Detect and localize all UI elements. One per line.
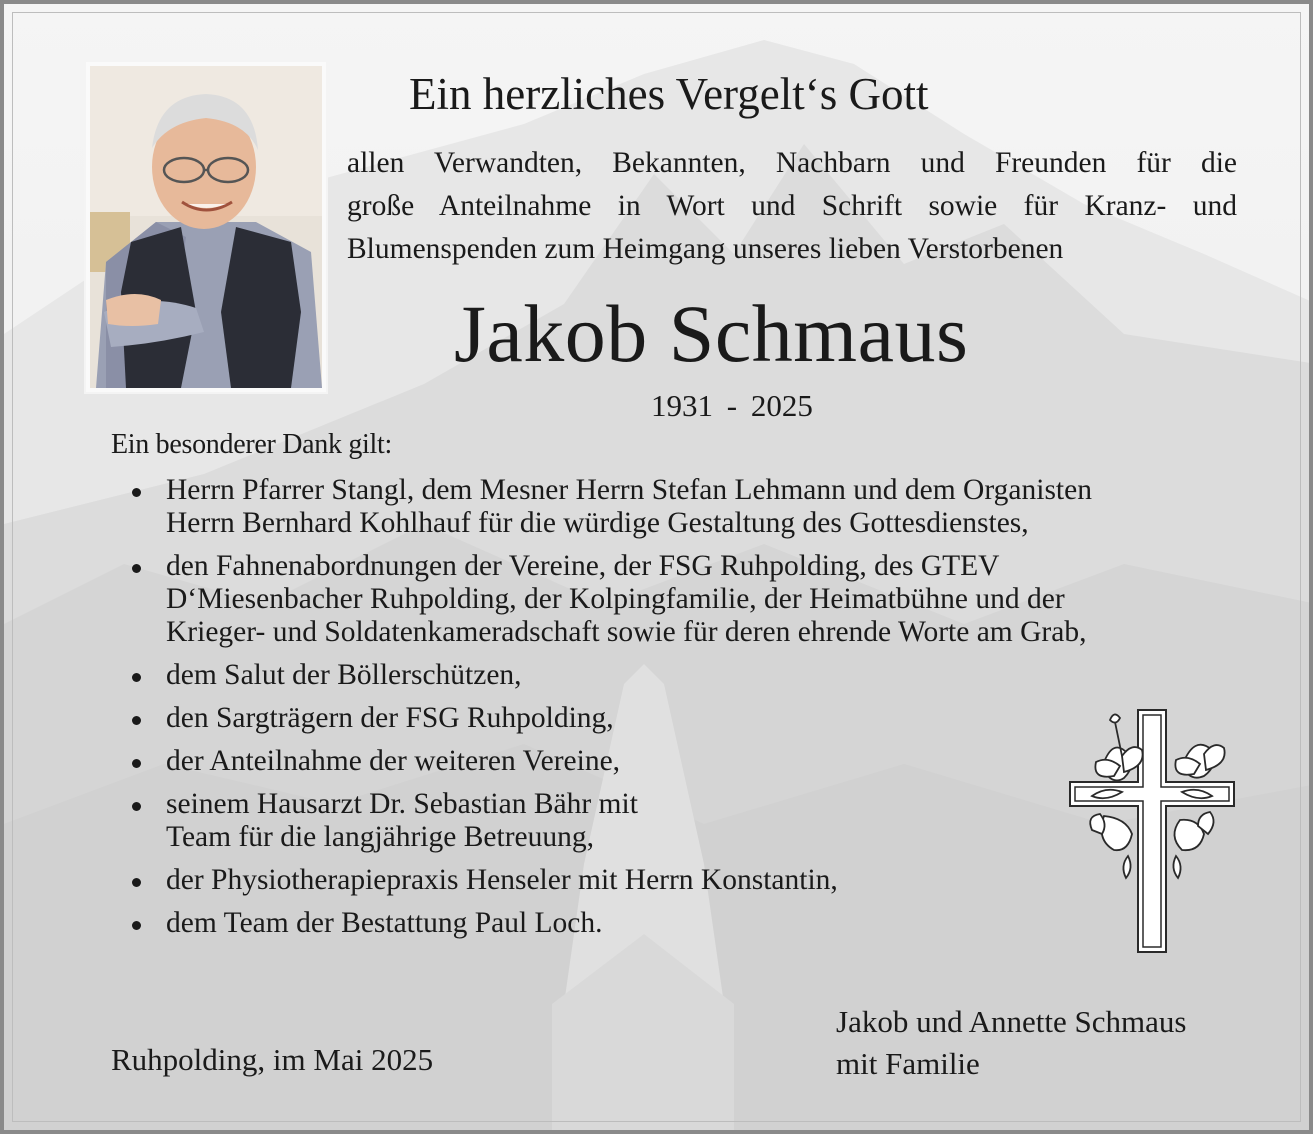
bullet-icon xyxy=(132,673,141,682)
intro-line: große Anteilnahme in Wort und Schrift sowie für Kranz- und xyxy=(347,190,1237,222)
bullet-icon xyxy=(132,759,141,768)
list-item-line: Herrn Pfarrer Stangl, dem Mesner Herrn Stefan Lehmann und dem Organisten xyxy=(166,474,1092,506)
list-item-line: Herrn Bernhard Kohlhauf für die würdige Gestaltung des Gottesdienstes, xyxy=(166,507,1029,539)
list-item-line: dem Team der Bestattung Paul Loch. xyxy=(166,907,603,939)
intro-text xyxy=(347,142,1237,271)
list-item-line: dem Salut der Böllerschützen, xyxy=(166,659,522,691)
thanks-heading: Ein besonderer Dank gilt: xyxy=(111,429,392,460)
bullet-icon xyxy=(132,488,141,497)
birth-year: 1931 xyxy=(651,388,713,423)
list-item-line: Krieger- und Soldatenkameradschaft sowie für deren ehrende Worte am Grab, xyxy=(166,616,1087,648)
intro-line: Blumenspenden zum Heimgang unseres lieben Verstorbenen xyxy=(347,233,1064,265)
list-item-line: seinem Hausarzt Dr. Sebastian Bähr mit xyxy=(166,788,638,820)
list-item-line: D‘Miesenbacher Ruhpolding, der Kolpingfamilie, der Heimatbühne und der xyxy=(166,583,1065,615)
intro-line: allen Verwandten, Bekannten, Nachbarn und Freunden für die xyxy=(347,147,1237,179)
list-item-line: den Sargträgern der FSG Ruhpolding, xyxy=(166,702,614,734)
signoff-line: Jakob und Annette Schmaus xyxy=(836,1004,1187,1039)
list-item xyxy=(132,659,1252,692)
date-dash: - xyxy=(726,388,738,423)
list-item-line: der Physiotherapiepraxis Henseler mit Herrn Konstantin, xyxy=(166,864,838,896)
death-year: 2025 xyxy=(750,388,813,423)
bullet-icon xyxy=(132,564,141,573)
cross-with-lilies-icon xyxy=(1062,706,1242,958)
deceased-name: Jakob Schmaus xyxy=(454,288,969,379)
list-item xyxy=(132,550,1252,649)
life-dates xyxy=(651,388,813,424)
list-item-line: den Fahnenabordnungen der Vereine, der FSG Ruhpolding, des GTEV xyxy=(166,550,1000,582)
portrait-photo xyxy=(86,62,326,392)
bullet-icon xyxy=(132,921,141,930)
signoff xyxy=(836,1001,1186,1085)
list-item-line: der Anteilnahme der weiteren Vereine, xyxy=(166,745,621,777)
list-item-line: Team für die langjährige Betreuung, xyxy=(166,821,594,853)
signoff-line: mit Familie xyxy=(836,1046,980,1081)
bullet-icon xyxy=(132,878,141,887)
bullet-icon xyxy=(132,716,141,725)
list-item xyxy=(132,474,1252,540)
bullet-icon xyxy=(132,802,141,811)
place-date: Ruhpolding, im Mai 2025 xyxy=(111,1042,434,1077)
page-title: Ein herzliches Vergelt‘s Gott xyxy=(409,69,929,119)
